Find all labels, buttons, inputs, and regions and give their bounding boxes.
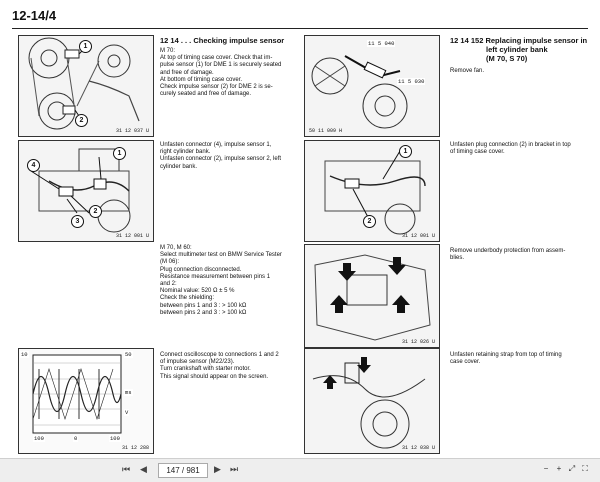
scope-axis-mid: 0: [74, 435, 78, 442]
page-number: 12-14/4: [12, 8, 57, 23]
left-step2-text: Unfasten connector (4), impulse sensor 1, right cylinder bank. Unfasten connector (2), impulse sensor 2, left cylinder bank.: [160, 142, 282, 170]
header-rule: [12, 28, 588, 29]
scope-axis-end: 100: [110, 435, 120, 442]
zoom-out-button[interactable]: −: [543, 464, 549, 473]
figure-ref: 50 11 009 H: [309, 128, 343, 134]
figure-ref: 31 12 288: [121, 445, 149, 451]
callout-2: 2: [89, 205, 102, 218]
viewer-toolbar: [0, 458, 600, 482]
right-section-title: 12 14 152 Replacing impulse sensor in left cylinder bank (M 70, S 70): [450, 36, 588, 63]
figure-plug-connection: [304, 140, 440, 242]
right-step3-text: Remove underbody protection from assem- blies.: [450, 248, 566, 262]
left-section-title: 12 14 . . . Checking impulse sensor: [160, 36, 285, 45]
right-step2-text: Unfasten plug connection (2) in bracket in top of timing case cover.: [450, 142, 571, 156]
right-step1-text: Remove fan.: [450, 68, 485, 74]
callout-4: 4: [27, 159, 40, 172]
tool-label-1: 11 5 040: [368, 40, 395, 47]
fullscreen-icon[interactable]: ⛶: [582, 464, 588, 473]
first-page-button[interactable]: ⏮: [122, 464, 131, 474]
next-page-button[interactable]: ▶: [214, 464, 221, 474]
callout-1: 1: [79, 40, 92, 53]
callout-3: 3: [71, 215, 84, 228]
figure-ref: 31 12 001 U: [115, 233, 149, 239]
figure-fan-removal: [304, 35, 440, 137]
scope-left-max: 10: [21, 351, 28, 358]
fit-page-icon[interactable]: ⤢: [568, 464, 576, 473]
scope-unit-ms: ms: [125, 389, 132, 396]
right-step4-text: Unfasten retaining strap from top of timing case cover.: [450, 352, 562, 366]
callout-2: 2: [75, 114, 88, 127]
page-number-field[interactable]: 147 / 981: [158, 463, 208, 478]
zoom-in-button[interactable]: +: [556, 464, 562, 473]
figure-ref: 31 12 001 U: [401, 233, 435, 239]
figure-ref: 31 12 037 U: [115, 128, 149, 134]
callout-1: 1: [399, 145, 412, 158]
figure-underbody-protection: [304, 244, 440, 348]
figure-oscilloscope-signal: [18, 348, 154, 454]
figure-impulse-sensor-location: [18, 35, 154, 137]
scope-unit-v: V: [125, 409, 129, 416]
figure-retaining-strap: [304, 348, 440, 454]
figure-connectors: [18, 140, 154, 242]
left-step1-text: M 70: At top of timing case cover. Check that im- pulse sensor (1) for DME 1 is securely seated and free of damage. At bottom of timing case cover. Check impulse sensor (2) for DME 2 is se- curely seated and free of damage.: [160, 48, 282, 98]
callout-2: 2: [363, 215, 376, 228]
left-step4-text: Connect oscilloscope to connections 1 and 2 of impulse sensor (M22/23). Turn crankshaft with starter motor. This signal should appear on the screen.: [160, 352, 279, 380]
scope-axis-start: 100: [34, 435, 44, 442]
previous-page-button[interactable]: ◀: [140, 464, 147, 474]
left-step3-text: M 70, M 60: Select multimeter test on BMW Service Tester (M 06): Plug connection disconnected. Resistance measurement between pins 1 and 2: Nominal value: 520 Ω ± 5 % Check the shielding: between pins 1 and 3 : > 100 kΩ between pins 2 and 3 : > 100 kΩ: [160, 245, 282, 316]
callout-1: 1: [113, 147, 126, 160]
figure-ref: 31 12 026 U: [401, 339, 435, 345]
tool-label-2: 11 5 030: [398, 78, 425, 85]
figure-ref: 31 12 038 U: [401, 445, 435, 451]
last-page-button[interactable]: ⏭: [230, 464, 239, 474]
scope-right-max: 50: [125, 351, 132, 358]
